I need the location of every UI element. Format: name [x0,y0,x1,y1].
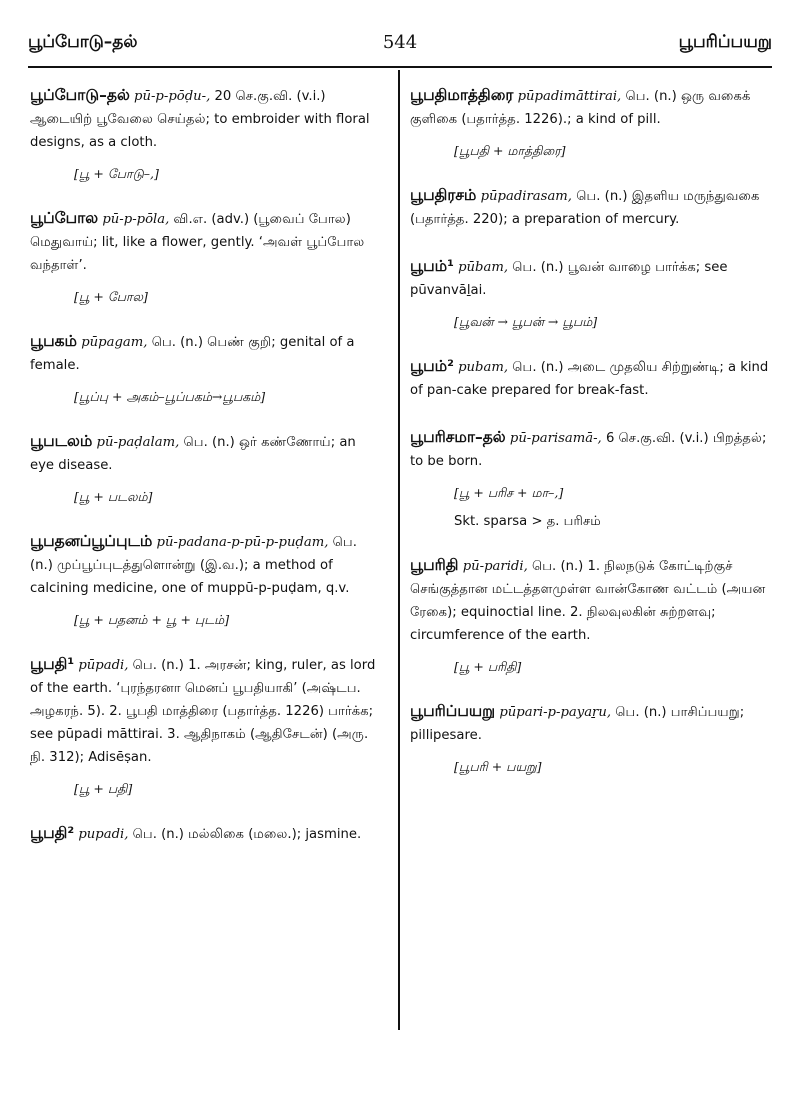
entry-definition: பெ. (n.) பூவன் வாழை பார்க்க; see pūvanvāḻai. [410,260,728,298]
entry-text [410,700,772,747]
entry-etymology: [பூ + பரிதி] [454,659,522,674]
page-number: 544 [382,32,418,53]
entry-text [30,822,382,846]
header-rule [28,66,772,68]
dictionary-entry [410,700,772,776]
entry-headword: பூபதனப்பூப்புடம் [30,532,153,550]
entry-definition: பெ. (n.) அடை முதலிய சிற்றுண்டி; a kind of pan-cake prepared for break-fast. [410,360,769,398]
entry-etymology: [பூ + பரிச + மா–,] [454,485,564,500]
entry-transliteration: pūpadirasam, [480,189,573,204]
dictionary-entry [410,255,772,331]
dictionary-entry [30,207,382,306]
entry-note: Skt. sparsa > த. பரிசம் [454,514,601,529]
entry-definition: பெ. (n.) ஒரு வகைக் குளிகை (பதார்த்த. 1226).; a kind of pill. [410,89,751,127]
entry-text [30,530,382,600]
entry-etymology: [பூ + படலம்] [74,489,153,504]
entry-headword: பூபடலம் [30,432,93,450]
entry-headword: பூபகம் [30,332,78,350]
entry-headword: பூபதி¹ [30,655,75,673]
page-header [28,32,772,62]
entry-text [410,84,772,131]
entry-definition: 6 செ.கு.வி. (v.i.) பிறத்தல்; to be born. [410,431,767,469]
entry-transliteration: pū-padana-p-pū-p-puḍam, [156,535,329,550]
entry-definition: பெ. (n.) 1. நிலநடுக் கோட்டிற்குச் செங்குத்தான மட்டத்தளமுள்ள வான்கோண வட்டம் (அயன ரேகை); equinoctial line. 2. நிலவுலகின் சுற்றளவு; circumference of the earth. [410,559,766,643]
entry-definition: பெ. (n.) ஒர் கண்ணோய்; an eye disease. [30,435,356,473]
dictionary-entry [30,430,382,506]
dictionary-entry [30,530,382,629]
entry-etymology: [பூவன் → பூபன் → பூபம்] [454,314,598,329]
entry-text [30,653,382,769]
entry-definition: பெ. (n.) இதளிய மருந்துவகை (பதார்த்த. 220); a preparation of mercury. [410,189,760,227]
entry-definition: பெ. (n.) முப்பூப்புடத்துளொன்று (இ.வ.); a method of calcining medicine, one of muppū-p-puḍam, q.v. [30,535,357,596]
entry-transliteration: pū-p-pōḍu-, [134,89,211,104]
entry-transliteration: pū-p-pōla, [102,212,170,227]
dictionary-entry [30,330,382,406]
entry-etymology: [பூப்பு + அகம்–பூப்பகம்→பூபகம்] [74,389,266,404]
entry-headword: பூபம்² [410,357,454,375]
dictionary-entry [410,184,772,231]
entry-headword: பூப்போடு–தல் [30,86,130,104]
entry-etymology: [பூ + போடு–,] [74,166,159,181]
entry-text [410,255,772,302]
dictionary-entry [410,355,772,402]
entry-text [30,330,382,377]
running-head-left: பூப்போடு–தல் [28,32,138,52]
entry-transliteration: pūpagam, [81,335,148,350]
entry-headword: பூபம்¹ [410,257,454,275]
entry-transliteration: pūpari-p-payaṟu, [499,705,612,720]
entry-headword: பூப்போல [30,209,99,227]
entry-text [30,207,382,277]
entry-definition: பெ. (n.) பாசிப்பயறு; pillipesare. [410,705,745,743]
entry-definition: 20 செ.கு.வி. (v.i.) ஆடையிற் பூவேலை செய்தல்; to embroider with floral designs, as a cloth. [30,89,370,150]
entry-etymology: [பூ + பதி] [74,781,133,796]
entry-headword: பூபரிதி [410,556,459,574]
entry-transliteration: pupadi, [78,827,129,842]
dictionary-entry [410,554,772,676]
entry-headword: பூபரிசமா–தல் [410,428,506,446]
entry-etymology: [பூபரி + பயறு] [454,759,542,774]
entry-transliteration: pū-parisamā-, [509,431,602,446]
dictionary-entry [30,653,382,798]
entry-transliteration: pubam, [458,360,509,375]
entry-definition: பெ. (n.) 1. அரசன்; king, ruler, as lord of the earth. ‘புரந்தரனா மெனப் பூபதியாகி’ (அஷ்டப. அழகரந். 5). 2. பூபதி மாத்திரை (பதார்த்த. 1226) பார்க்க; see pūpadi māttirai. 3. ஆதிநாகம் (ஆதிசேடன்) (அரு. நி. 312); Adisēṣan. [30,658,376,765]
entry-text [410,554,772,647]
entry-definition: பெ. (n.) பெண் குறி; genital of a female. [30,335,355,373]
entry-headword: பூபதிமாத்திரை [410,86,514,104]
column-divider [398,70,400,1030]
entry-transliteration: pū-paḍalam, [96,435,180,450]
entry-etymology: [பூபதி + மாத்திரை] [454,143,566,158]
entry-etymology: [பூ + போல] [74,289,148,304]
entry-headword: பூபதி² [30,824,75,842]
right-column [410,84,772,776]
entry-definition: வி.எ. (adv.) (பூவைப் போல) மெதுவாய்; lit, like a flower, gently. ‘அவள் பூப்போல வந்தாள்’. [30,212,365,273]
dictionary-entry [30,822,382,846]
entry-text [410,355,772,402]
entry-text [30,84,382,154]
entry-transliteration: pū-paridi, [462,559,528,574]
running-head-right: பூபரிப்பயறு [678,32,772,52]
entry-etymology: [பூ + பதனம் + பூ + புடம்] [74,612,230,627]
entry-headword: பூபதிரசம் [410,186,477,204]
left-column [30,84,382,846]
entry-definition: பெ. (n.) மல்லிகை (மலை.); jasmine. [132,827,362,842]
dictionary-entry [30,84,382,183]
entry-transliteration: pūbam, [458,260,509,275]
entry-transliteration: pūpadimāttirai, [517,89,622,104]
entry-transliteration: pūpadi, [78,658,129,673]
entry-text [410,184,772,231]
entry-text [30,430,382,477]
entry-headword: பூபரிப்பயறு [410,702,496,720]
dictionary-entry [410,426,772,530]
dictionary-entry [410,84,772,160]
entry-text [410,426,772,473]
